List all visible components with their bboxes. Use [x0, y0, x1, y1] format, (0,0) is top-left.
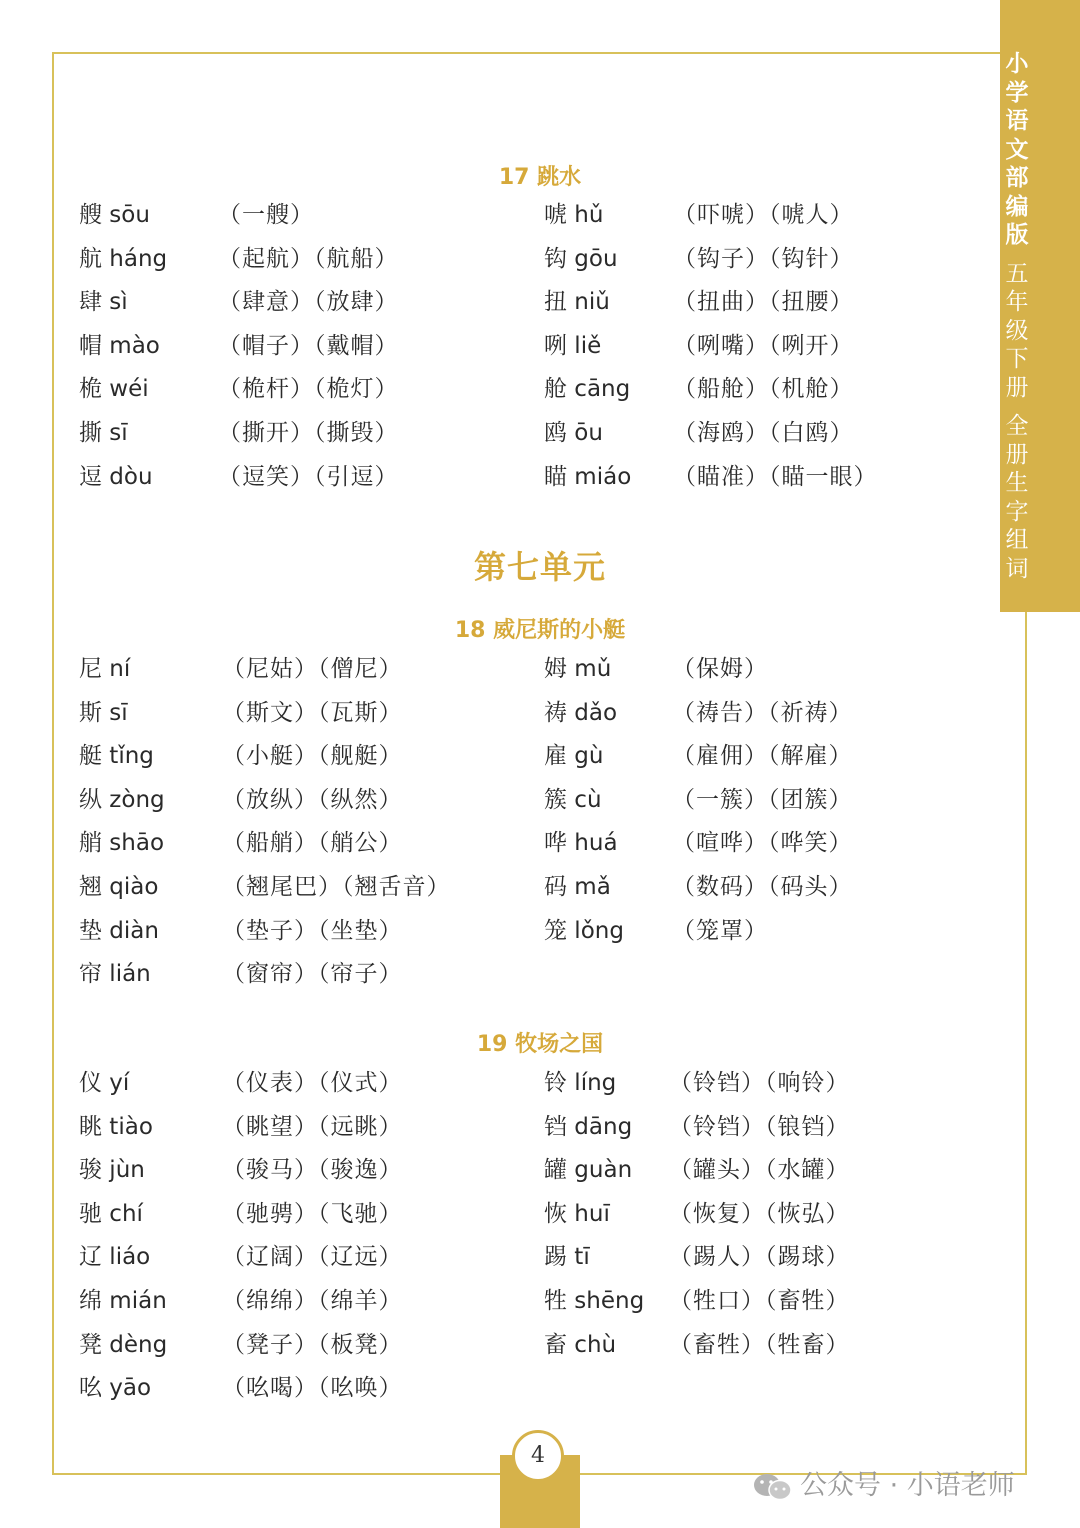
word-group: （仪表）（仪式）: [222, 1070, 403, 1096]
word-group: （钩子）（钩针）: [673, 245, 854, 272]
char-pinyin: 垫 diàn: [79, 917, 159, 944]
word-group: （雇佣）（解雇）: [672, 743, 853, 770]
word-group: （逗笑）（引逗）: [218, 463, 399, 490]
char-pinyin: 航 háng: [79, 245, 168, 272]
char-pinyin: 铛 dāng: [544, 1113, 633, 1140]
word-group: （小艇）（舰艇）: [222, 743, 403, 770]
char-pinyin: 斯 sī: [79, 699, 128, 726]
lesson-title: 18 威尼斯的小艇: [454, 618, 626, 643]
char-pinyin: 扭 niǔ: [544, 289, 610, 316]
char-pinyin: 姆 mǔ: [544, 656, 612, 682]
word-group: （翘尾巴）（翘舌音）: [222, 874, 451, 900]
word-group: （凳子）（板凳）: [222, 1331, 403, 1358]
lesson-title: 17 跳水: [498, 165, 582, 190]
char-pinyin: 畜 chù: [544, 1331, 617, 1358]
char-pinyin: 眺 tiào: [79, 1113, 153, 1140]
word-group: （扭曲）（扭腰）: [673, 289, 854, 316]
char-pinyin: 艄 shāo: [79, 830, 165, 857]
sidebar-title: 小学语文部编版: [1005, 51, 1029, 248]
word-group: （船艄）（艄公）: [222, 830, 403, 857]
char-pinyin: 踢 tī: [544, 1244, 590, 1271]
word-group: （骏马）（骏逸）: [222, 1157, 403, 1184]
wechat-icon: [752, 1472, 794, 1502]
char-pinyin: 逗 dòu: [79, 463, 153, 490]
word-group: （帽子）（戴帽）: [218, 332, 399, 359]
word-group: （海鸥）（白鸥）: [673, 420, 854, 446]
char-pinyin: 纵 zòng: [79, 786, 165, 813]
char-pinyin: 码 mǎ: [544, 874, 611, 900]
word-group: （斯文）（瓦斯）: [222, 699, 403, 726]
char-pinyin: 艇 tǐng: [79, 743, 154, 770]
char-pinyin: 凳 dèng: [79, 1331, 168, 1358]
word-group: （肆意）（放肆）: [218, 289, 399, 316]
word-group: （铃铛）（响铃）: [669, 1070, 850, 1096]
word-group: （垫子）（坐垫）: [222, 917, 403, 944]
word-group: （绵绵）（绵羊）: [222, 1288, 403, 1314]
word-group: （铃铛）（锒铛）: [669, 1113, 850, 1140]
word-group: （恢复）（恢弘）: [669, 1200, 850, 1227]
word-group: （牲口）（畜牲）: [669, 1288, 850, 1314]
char-pinyin: 艘 sōu: [79, 202, 150, 228]
char-pinyin: 骏 jùn: [79, 1157, 145, 1184]
word-group: （畜牲）（牲畜）: [669, 1331, 850, 1358]
word-group: （眺望）（远眺）: [222, 1113, 403, 1140]
char-pinyin: 瞄 miáo: [544, 463, 632, 490]
char-pinyin: 帘 lián: [79, 961, 151, 988]
char-pinyin: 肆 sì: [79, 289, 128, 316]
word-group: （笼罩）: [672, 917, 768, 944]
char-pinyin: 钩 gōu: [544, 245, 618, 272]
char-pinyin: 笼 lǒng: [544, 917, 624, 944]
word-group: （咧嘴）（咧开）: [673, 332, 854, 359]
page-number: 4: [512, 1430, 564, 1482]
watermark-text: 公众号 · 小语老师: [800, 1470, 1015, 1501]
char-pinyin: 牲 shēng: [544, 1288, 645, 1314]
word-group: （吓唬）（唬人）: [673, 202, 854, 228]
word-group: （船舱）（机舱）: [673, 376, 854, 403]
page-frame: [52, 52, 1027, 1475]
word-group: （起航）（航船）: [218, 245, 399, 272]
char-pinyin: 铃 líng: [544, 1070, 617, 1096]
char-pinyin: 帽 mào: [79, 332, 160, 359]
char-pinyin: 撕 sī: [79, 420, 128, 446]
word-group: （桅杆）（桅灯）: [218, 376, 399, 403]
char-pinyin: 辽 liáo: [79, 1244, 151, 1271]
word-group: （一簇）（团簇）: [672, 786, 853, 813]
char-pinyin: 尼 ní: [79, 656, 131, 682]
char-pinyin: 祷 dǎo: [544, 699, 618, 726]
char-pinyin: 翘 qiào: [79, 874, 159, 900]
char-pinyin: 桅 wéi: [79, 376, 149, 403]
char-pinyin: 雇 gù: [544, 743, 604, 770]
char-pinyin: 簇 cù: [544, 786, 602, 813]
word-group: （放纵）（纵然）: [222, 786, 403, 813]
word-group: （罐头）（水罐）: [669, 1157, 850, 1184]
char-pinyin: 唬 hǔ: [544, 202, 604, 228]
word-group: （辽阔）（辽远）: [222, 1244, 403, 1271]
word-group: （喧哗）（哗笑）: [672, 830, 853, 857]
word-group: （尼姑）（僧尼）: [222, 656, 403, 682]
char-pinyin: 吆 yāo: [79, 1375, 152, 1402]
sidebar-caption: 全册生字组词: [1005, 413, 1029, 582]
char-pinyin: 舱 cāng: [544, 376, 631, 403]
char-pinyin: 驰 chí: [79, 1200, 143, 1227]
word-group: （祷告）（祈祷）: [672, 699, 853, 726]
word-group: （一艘）: [218, 202, 314, 228]
char-pinyin: 鸥 ōu: [544, 420, 603, 446]
char-pinyin: 恢 huī: [544, 1200, 610, 1227]
sidebar-subtitle: 五年级下册: [1005, 260, 1029, 401]
word-group: （吆喝）（吆唤）: [222, 1375, 403, 1402]
word-group: （数码）（码头）: [672, 874, 853, 900]
char-pinyin: 咧 liě: [544, 332, 602, 359]
word-group: （踢人）（踢球）: [669, 1244, 850, 1271]
char-pinyin: 绵 mián: [79, 1288, 167, 1314]
word-group: （瞄准）（瞄一眼）: [673, 463, 878, 490]
word-group: （窗帘）（帘子）: [222, 961, 403, 988]
char-pinyin: 罐 guàn: [544, 1157, 633, 1184]
lesson-title: 19 牧场之国: [476, 1032, 604, 1057]
char-pinyin: 哗 huá: [544, 830, 618, 857]
word-group: （撕开）（撕毁）: [218, 420, 399, 446]
unit-title: 第七单元: [473, 548, 606, 586]
word-group: （驰骋）（飞驰）: [222, 1200, 403, 1227]
char-pinyin: 仪 yí: [79, 1070, 130, 1096]
word-group: （保姆）: [672, 656, 768, 682]
sidebar-label: [1004, 50, 1030, 583]
